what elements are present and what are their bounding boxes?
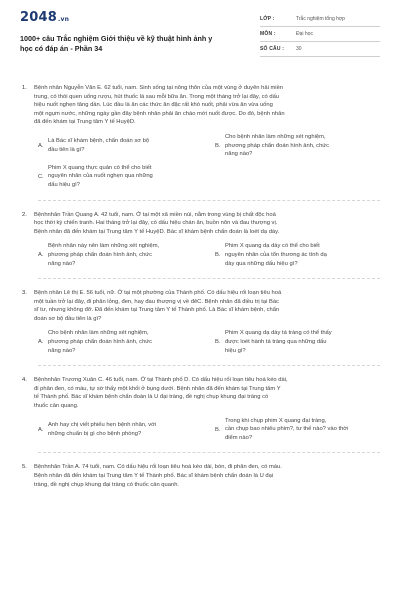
- question-line: một ngụm nước, những ngày gần đây bệnh nhân phải ăn cháo mới nuốt được. Do đó, bệnh nhân: [34, 110, 285, 117]
- option-line: hiệu gì?: [225, 347, 246, 354]
- option-line: phương pháp chẩn đoán hình ảnh, chức: [48, 251, 153, 258]
- answer-option[interactable]: [215, 417, 380, 443]
- question-line: hiệu nuốt nghẹn tăng dần. Lúc đầu là ăn các thức ăn đặc rất khó nuốt, phải vừa ăn vừa uống: [34, 102, 273, 109]
- option-text: [225, 417, 348, 443]
- meta-row-count: [260, 42, 380, 57]
- question-text: [34, 211, 380, 237]
- question-line: Bệnh nhân đã đến khám tại Trung tâm Y tế Thành phố. Bác sĩ khám bệnh chẩn đoán là U đại: [34, 473, 274, 479]
- option-line: đầu tiên là gì?: [48, 146, 85, 153]
- option-text: [48, 421, 156, 438]
- option-text: [225, 242, 327, 268]
- title-line: học có đáp án - Phần 34: [20, 44, 103, 53]
- question-number: 5.: [22, 464, 27, 471]
- question-number: 2.: [22, 211, 27, 218]
- question-line: thuốc cản quang.: [34, 403, 79, 410]
- option-line: Là Bác sĩ khám bệnh, chẩn đoán sơ bộ: [48, 138, 150, 145]
- question-line: học thời kỳ chiến tranh. Hai tháng trở lại đây, có dấu hiệu chán ăn, buồn nôn và đau thượng vị.: [34, 220, 278, 227]
- option-letter: B.: [215, 142, 221, 149]
- question-item: [20, 289, 380, 355]
- answer-option[interactable]: [215, 133, 380, 159]
- option-line: Phim X quang dạ dày tá tràng có thể thấy: [225, 330, 332, 337]
- option-line: nguyên nhân của nuốt nghẹn qua những: [48, 173, 153, 180]
- logo-text: 2048: [20, 10, 57, 25]
- option-line: dấu hiệu gì?: [48, 181, 80, 188]
- option-text: [48, 164, 153, 190]
- meta-value: Đại học: [296, 31, 313, 37]
- option-letter: C.: [38, 173, 44, 180]
- question-line: Bệnhnhân Trần A. 74 tuổi, nam. Có dấu hiệu rối loạn tiêu hoá kéo dài, bón, đi phân đen, có máu.: [34, 464, 282, 471]
- option-line: cần chụp bao nhiêu phim?, tư thế nào? vào thời: [225, 426, 349, 433]
- answer-option[interactable]: [215, 329, 380, 355]
- option-line: điểm nào?: [225, 434, 253, 441]
- question-text: [34, 463, 380, 489]
- question-item: [20, 463, 380, 489]
- option-line: Cho bệnh nhân làm những xét nghiệm,: [225, 133, 326, 140]
- option-letter: A.: [38, 426, 44, 433]
- question-line: Bệnh nhân Nguyễn Văn E. 62 tuổi, nam. Sinh sống tại nông thôn của một vùng ở duyên hải miền: [34, 85, 284, 91]
- question-text: [34, 376, 380, 410]
- logo-suffix: .vn: [57, 16, 70, 23]
- option-text: [48, 242, 159, 268]
- header: [20, 10, 380, 72]
- question-divider: [38, 200, 380, 201]
- question-stem: [20, 84, 380, 127]
- option-letter: A.: [38, 252, 44, 259]
- answer-options: [20, 417, 380, 443]
- question-line: Bệnh nhân đã đến khám tại Trung tâm Y tế HuyệD. Bác sĩ khám bệnh chẩn đoán là loét dạ dày.: [34, 228, 280, 235]
- question-divider: [38, 365, 380, 366]
- question-line: đã đến khám tại Trung tâm Y tế HuyệD.: [34, 119, 136, 126]
- option-line: Cho bệnh nhân làm những xét nghiệm,: [48, 330, 149, 337]
- question-number: 1.: [22, 85, 27, 91]
- option-text: [225, 329, 332, 355]
- question-line: Bệnhnhân Trương Xuân C. 46 tuổi, nam. Ở tại Thành phố D. Có dấu hiệu rối loạn tiêu hoá kéo dài,: [34, 377, 288, 384]
- option-letter: A.: [38, 142, 44, 149]
- meta-label: SỐ CÂU :: [260, 46, 285, 52]
- question-line: tế Thành phố. Bác sĩ khám bệnh chẩn đoán là U đại tràng, đề nghị chụp khung đại tràng có: [34, 394, 269, 401]
- option-line: Trong khi chụp phim X quang đại tràng,: [225, 417, 327, 424]
- question-line: đoán sơ bộ đầu tiên là gì?: [34, 315, 102, 322]
- question-line: đi phân đen, có máu, tự sờ thấy một khối ở bụng dưới. Bệnh nhân đã đến khám tại Trung tâm Y: [34, 385, 281, 392]
- answer-option[interactable]: [38, 417, 203, 443]
- question-list: [20, 84, 380, 489]
- option-line: Phim X quang thực quản có thể cho biết: [48, 164, 152, 171]
- answer-option[interactable]: [38, 164, 203, 190]
- option-line: Bệnh nhân này nên làm những xét nghiệm,: [48, 243, 160, 250]
- answer-options: [20, 133, 380, 190]
- question-stem: [20, 463, 380, 489]
- answer-option[interactable]: [38, 242, 203, 268]
- question-divider: [38, 278, 380, 279]
- question-line: trung, có thói quen uống rượu, hút thuốc lá sau mỗi bữa ăn. Trong một tháng trở lại đây, có dấu: [34, 93, 280, 100]
- option-line: Anh hay chị viết phiếu hẹn bệnh nhân, với: [48, 421, 157, 428]
- option-text: [225, 133, 329, 159]
- meta-table: [260, 12, 380, 57]
- meta-label: LỚP :: [260, 16, 275, 22]
- meta-row-class: [260, 12, 380, 27]
- meta-row-subject: [260, 27, 380, 42]
- answer-option[interactable]: [38, 133, 203, 159]
- site-logo[interactable]: [20, 10, 220, 25]
- question-stem: [20, 211, 380, 237]
- option-line: nguyên nhân của tổn thương ác tính dạ: [225, 251, 327, 258]
- answer-options: [20, 242, 380, 268]
- answer-options: [20, 329, 380, 355]
- option-letter: B.: [215, 339, 221, 346]
- question-stem: [20, 289, 380, 323]
- document-title: [20, 34, 220, 54]
- answer-option[interactable]: [215, 242, 380, 268]
- option-text: [48, 137, 149, 154]
- meta-value: Trắc nghiệm tổng hợp: [296, 16, 345, 22]
- option-line: phương pháp chẩn đoán hình ảnh, chức: [48, 339, 153, 346]
- question-line: sĩ tư, nhưng không đỡ. Đã đến khám tại Trung tâm Y tế Thành phố. Là Bác sĩ khám bệnh, chẩn: [34, 307, 280, 314]
- question-text: [34, 289, 380, 323]
- option-line: được loét hành tá tràng qua những dấu: [225, 339, 327, 346]
- option-line: năng nào?: [48, 260, 76, 267]
- question-number: 4.: [22, 377, 27, 384]
- question-item: [20, 211, 380, 269]
- question-line: một tuần trở lại đây, đi phân lỏng, đen, hay đau thượng vị về đêC. Bệnh nhân đã điều trị tại Bác: [34, 298, 280, 305]
- question-line: Bệnh nhân Lê thị E. 56 tuổi, nữ. Ở tại một phường của Thành phố. Có dấu hiệu rối loạn tiêu hoá: [34, 290, 282, 297]
- question-number: 3.: [22, 290, 27, 297]
- option-line: năng nào?: [48, 347, 76, 354]
- option-line: phương pháp chẩn đoán hình ảnh, chức: [225, 142, 330, 149]
- question-line: tràng, đề nghị chụp khung đại tràng có thuốc cản quanh.: [34, 481, 180, 488]
- question-divider: [38, 452, 380, 453]
- meta-label: MÔN :: [260, 31, 276, 37]
- answer-option[interactable]: [38, 329, 203, 355]
- option-line: dày qua những dấu hiệu gì?: [225, 260, 298, 267]
- option-line: năng nào?: [225, 151, 253, 158]
- question-item: [20, 84, 380, 190]
- question-item: [20, 376, 380, 442]
- option-letter: B.: [215, 426, 221, 433]
- option-letter: B.: [215, 252, 221, 259]
- title-line: 1000+ câu Trắc nghiệm Giới thiệu về kỹ thuật hình ảnh y: [20, 34, 213, 43]
- question-stem: [20, 376, 380, 410]
- brand-block: [20, 10, 220, 54]
- option-line: Phim X quang dạ dày có thể cho biết: [225, 243, 320, 250]
- meta-value: 30: [296, 46, 302, 52]
- question-line: Bệnhnhân Trần Quang A. 42 tuổi, nam. Ở tại một xã miền núi, nằm trong vùng bị chất độc hoá: [34, 211, 276, 218]
- option-letter: A.: [38, 339, 44, 346]
- question-text: [34, 84, 380, 127]
- option-text: [48, 329, 152, 355]
- option-line: những chuẩn bị gì cho bệnh phòng?: [48, 430, 142, 437]
